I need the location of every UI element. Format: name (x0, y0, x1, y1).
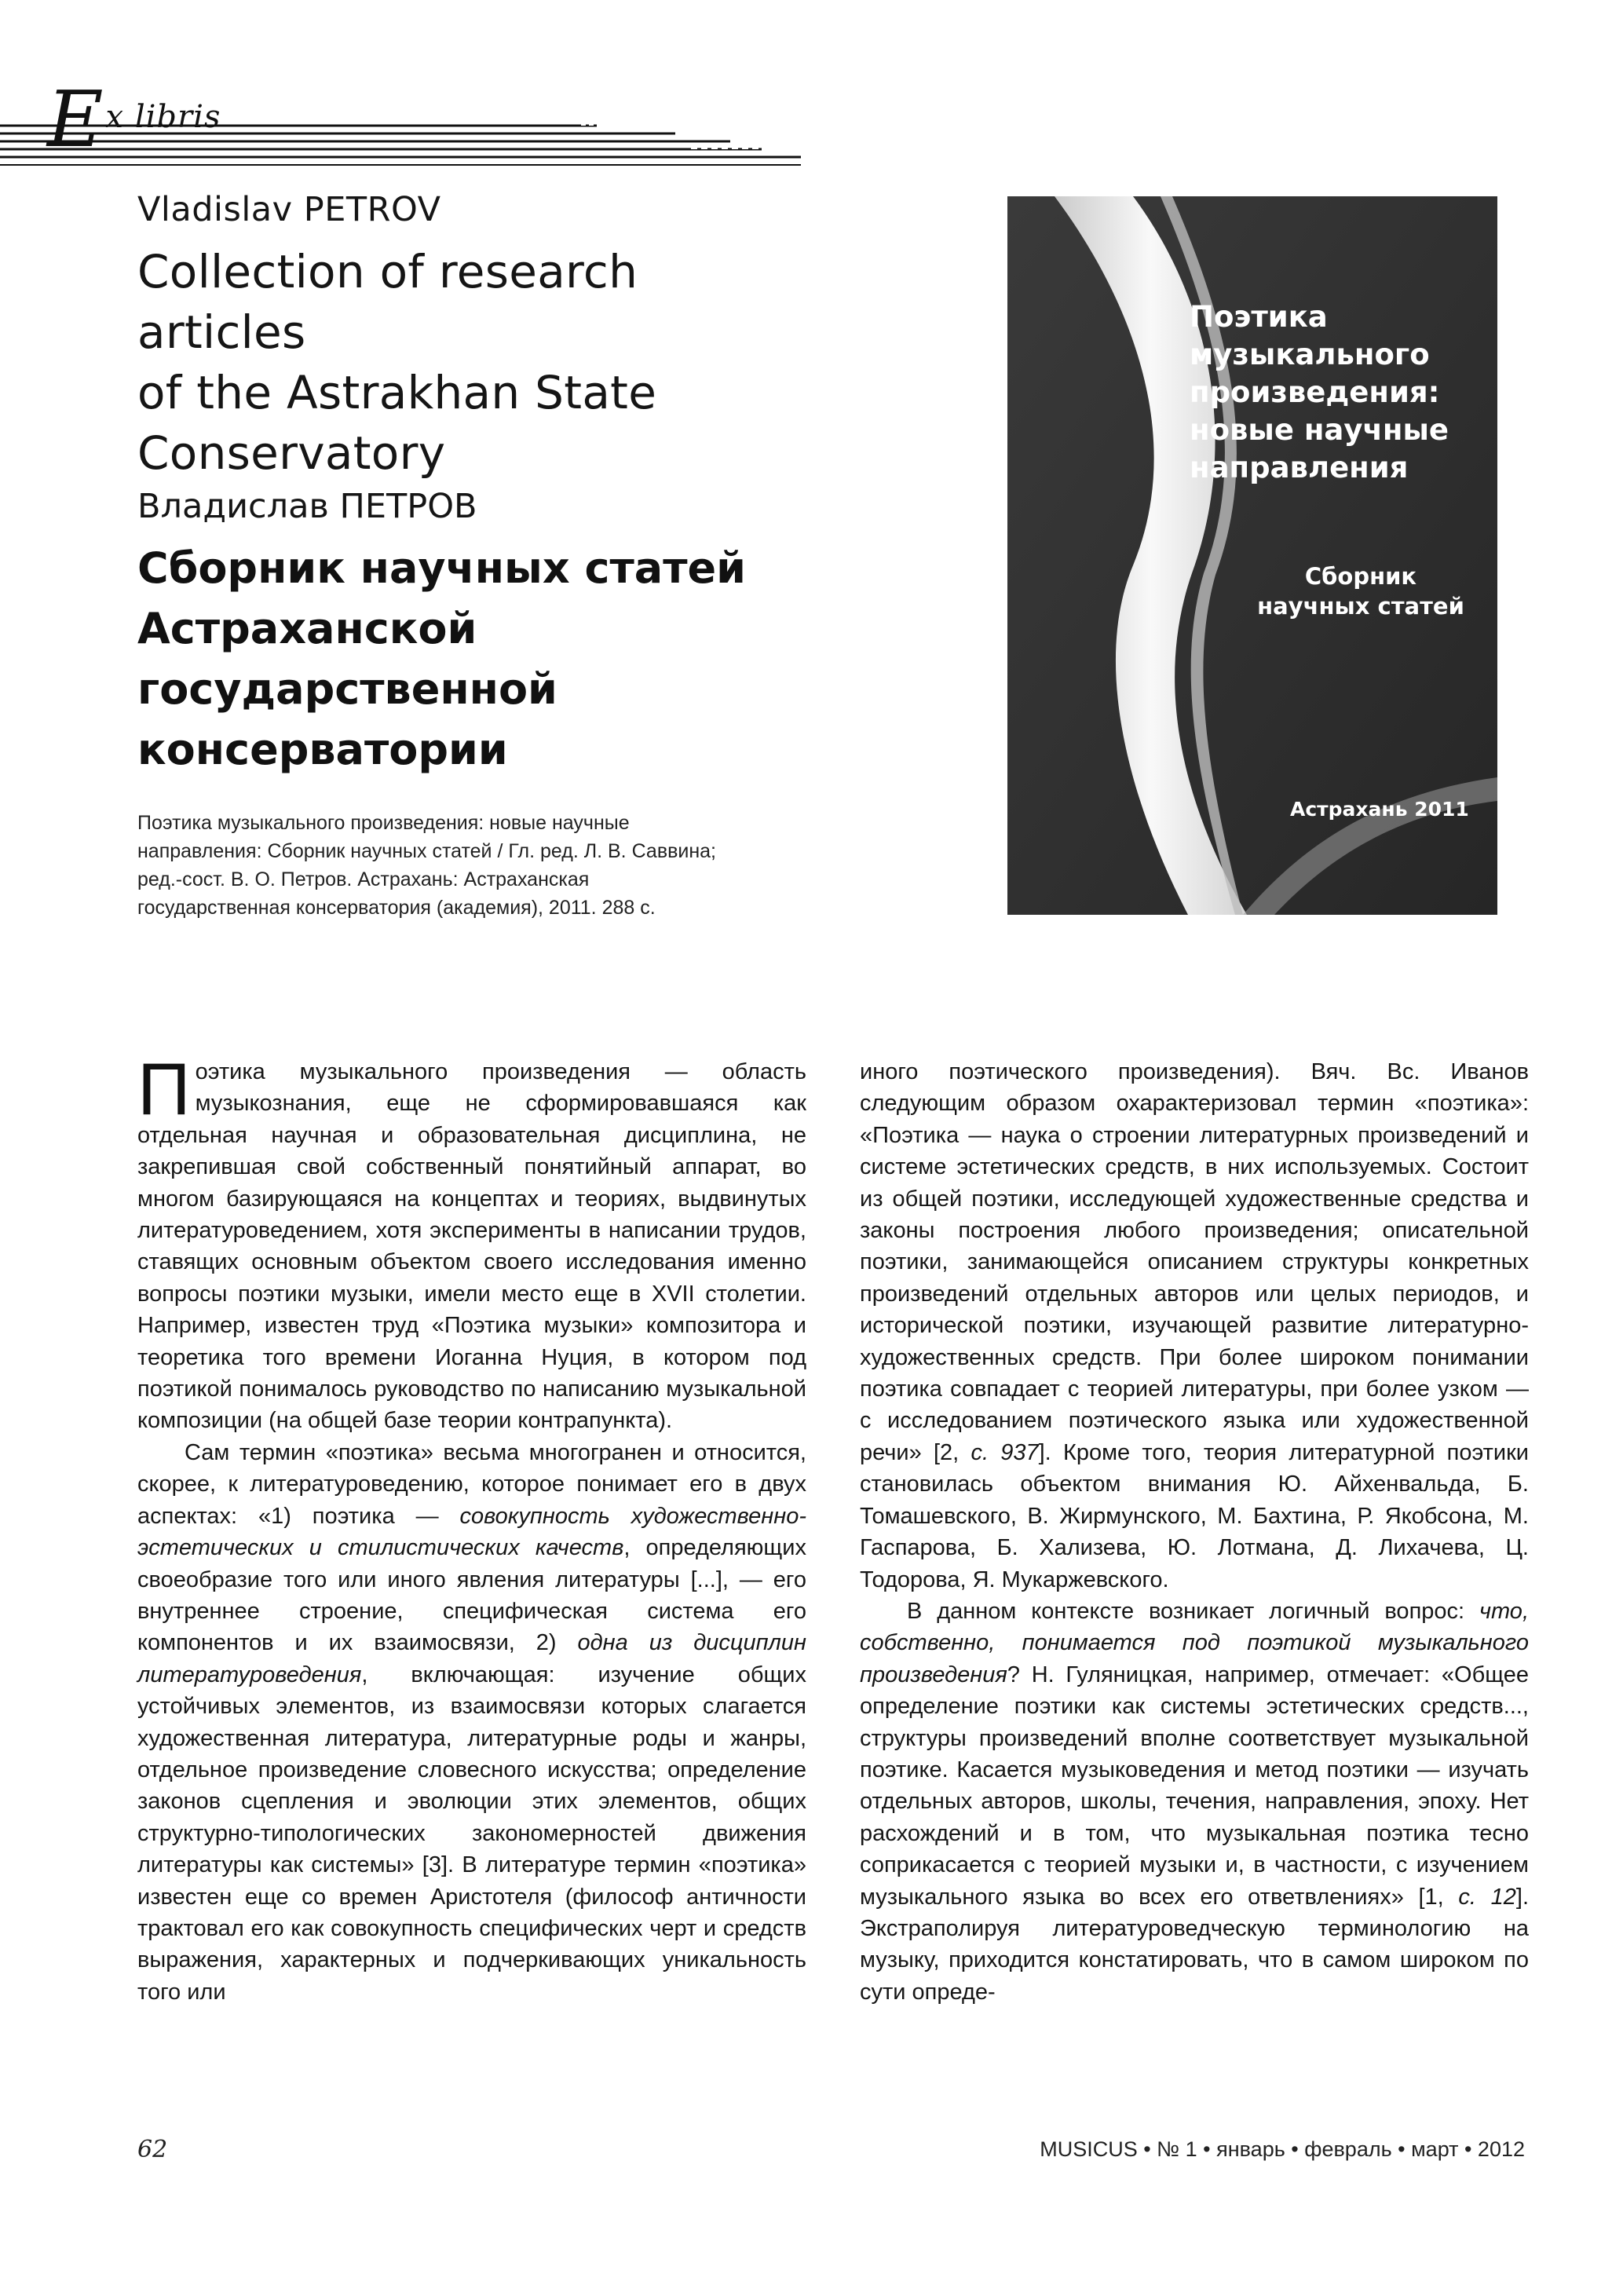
paragraph (860, 1056, 1529, 1596)
paragraph (860, 1596, 1529, 2008)
cover-title (1190, 298, 1488, 487)
cover-subtitle (1243, 561, 1479, 621)
section-title-rest: x libris (105, 99, 221, 135)
body-column-right (860, 1056, 1529, 2008)
title-ru-line: Астраханской (137, 604, 477, 653)
journal-footer: MUSICUS • № 1 • январь • февраль • март • 2012 (1040, 2137, 1525, 2161)
title-en-line: of the Astrakhan State (137, 366, 657, 419)
paragraph-text: ? Н. Гуляницкая, например, отмечает: «Общее определение поэтики как системы эстетических средств..., структуры произведений вполне соответствует музыкальной поэтике. Касается музыковедения и метод поэтики — изучать отдельных авторов, школы, течения, направления, эпоху. Нет расхождений и в том, что музыкальная поэтика тесно соприкасается с теорией музыки и, в частности, с изучением музыкального языка во всех его ответвлениях» [1, (860, 1662, 1529, 1910)
drop-cap: П (137, 1047, 191, 1130)
body-column-left (137, 1047, 806, 2008)
paragraph-text: ]. Экстраполируя литературоведческую терминологию на музыку, приходится констатировать, что в самом широком по сути опреде- (860, 1884, 1530, 2005)
biblio-line: направления: Сборник научных статей / Гл. ред. Л. В. Саввина; (137, 840, 716, 862)
title-ru-line: консерватории (137, 725, 508, 774)
biblio-line: ред.-сост. В. О. Петров. Астрахань: Астраханская (137, 868, 590, 890)
cover-subtitle-line: Сборник (1304, 563, 1417, 590)
paragraph-text: иного поэтического произведения). Вяч. Вс. Иванов следующим образом охарактеризовал термин «поэтика»: «Поэтика — наука о строении литературных произведений и системе эстетических средств, в них используемых. Состоит из общей поэтики, исследующей художественные средства и законы построения любого произведения; описательной поэтики, занимающейся описанием структуры конкретных произведений отдельных авторов или целых периодов, и исторической поэтики, изучающей развитие литературно-художественных средств. При более широком понимании поэтика совпадает с теорией литературы, при более узком — с исследованием поэтического языка или художественной речи» [2, (860, 1059, 1529, 1465)
cover-subtitle-line: научных статей (1257, 593, 1464, 620)
cover-title-line: направления (1190, 451, 1409, 484)
book-cover-image (1007, 196, 1497, 915)
cover-title-line: Поэтика (1190, 300, 1328, 334)
paragraph-text: оэтика музыкального произведения — область музыкознания, еще не сформировавшаяся как отдельная научная и образовательная дисциплина, не закрепившая свой собственный понятийный аппарат, во многом базирующаяся на концептах и теориях, выдвинутых литературоведением, хотя эксперименты в написании трудов, ставящих основным объектом своего исследования именно вопросы поэтики музыки, имели место еще в XVII столетии. Например, известен труд «Поэтика музыки» композитора и теоретика того времени Иоганна Нуция, в котором под поэтикой понималось руководство по написанию музыкальной композиции (на общей базе теории контрапункта). (137, 1059, 806, 1434)
cover-title-line: произведения: (1190, 375, 1440, 409)
paragraph-text: , определяющих своеобразие того или иного явления литературы [...], — его внутреннее строение, специфическая система его компонентов и их взаимосвязи, 2) (137, 1535, 806, 1656)
paragraph (137, 1437, 806, 2008)
paragraph-text: , включающая: изучение общих устойчивых элементов, из взаимосвязи которых слагается художественная литература, литературные роды и жанры, отдельное произведение словесного искусства; определение законов сцепления и эволюции этих элементов, общих структурно-типологических закономерностей движения литературы как системы» [3]. В литературе термин «поэтика» известен еще со времен Аристотеля (философ античности трактовал его как совокупность специфических черт и средств выражения, характерных и подчеркивающих уникальность того или (137, 1662, 806, 2005)
italic-text: с. 12 (1458, 1884, 1516, 1910)
title-en-line: Conservatory (137, 426, 446, 480)
article-title-ru (137, 538, 813, 780)
article-title-en (137, 242, 813, 484)
paragraph (137, 1047, 806, 1437)
biblio-line: Поэтика музыкального произведения: новые научные (137, 812, 630, 834)
paragraph-text: ]. Кроме того, теория литературной поэтики становилась объектом внимания Ю. Айхенвальда, Б. Томашевского, В. Жирмунского, М. Бахтина, Р. Якобсона, М. Гаспарова, Б. Хализева, Ю. Лотмана, Д. Лихачева, Ц. Тодорова, Я. Мукаржевского. (860, 1439, 1530, 1592)
italic-text: что, собственно, понимается под поэтикой музыкального произведения (860, 1598, 1529, 1687)
page-number: 62 (137, 2136, 168, 2163)
title-ru-line: Сборник научных статей (137, 543, 746, 593)
paragraph-text: Сам термин «поэтика» весьма многогранен и относится, скорее, к литературоведению, которое понимает его в двух аспектах: «1) поэтика — (137, 1439, 806, 1529)
section-title (47, 63, 221, 165)
italic-text: одна из дисциплин литературоведения (137, 1630, 806, 1687)
biblio-line: государственная консерватория (академия), 2011. 288 с. (137, 897, 656, 919)
title-ru-line: государственной (137, 664, 557, 714)
section-title-initial: E (47, 75, 104, 165)
italic-text: с. 937 (971, 1439, 1039, 1465)
cover-title-line: музыкального (1190, 338, 1430, 371)
author-name-en: Vladislav PETROV (137, 190, 441, 229)
paragraph-text: В данном контексте возникает логичный вопрос: (907, 1598, 1479, 1624)
cover-title-line: новые научные (1190, 413, 1449, 447)
bibliographic-reference (137, 809, 844, 922)
cover-city-year: Астрахань 2011 (1290, 798, 1469, 821)
italic-text: совокупность художественно-эстетических и стилистических качеств (137, 1503, 806, 1561)
author-name-ru: Владислав ПЕТРОВ (137, 487, 477, 526)
title-en-line: Collection of research articles (137, 245, 638, 359)
section-header (0, 31, 832, 181)
